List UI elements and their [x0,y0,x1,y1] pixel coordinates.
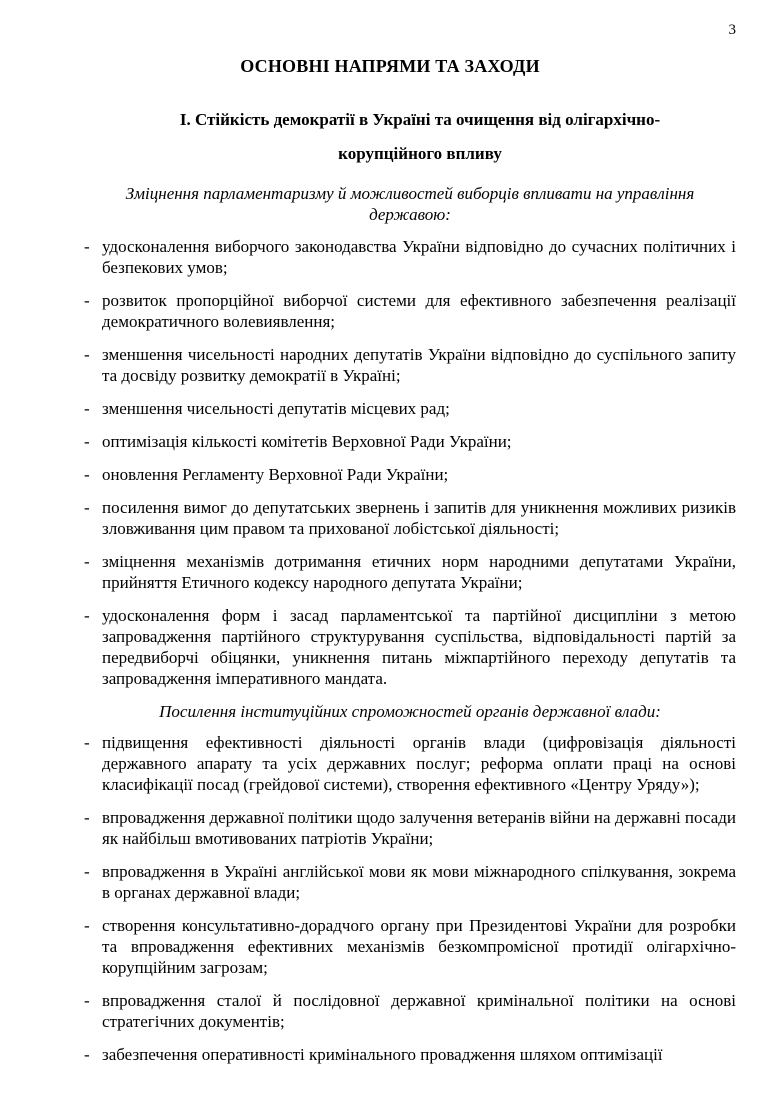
list-item-text: розвиток пропорційної виборчої системи для ефективного забезпечення реалізації демократичного волевиявлення; [102,291,736,331]
dash-bullet: - [84,991,90,1010]
dash-bullet: - [84,291,90,310]
list-item-text: зменшення чисельності депутатів місцевих рад; [102,399,450,418]
dash-bullet: - [84,552,90,571]
dash-bullet: - [84,1045,90,1064]
dash-bullet: - [84,399,90,418]
list-item [84,861,736,903]
list-item [84,1044,736,1065]
dash-bullet: - [84,606,90,625]
list-item [84,431,736,452]
list-item-text: забезпечення оперативності кримінального провадження шляхом оптимізації [102,1045,663,1064]
section-title-line-1: І. Стійкість демократії в Україні та очищення від олігархічно- [179,110,661,129]
list-item-text: підвищення ефективності діяльності органів влади (цифровізація діяльності державного апарату та усіх державних послуг; реформа оплати праці на основі класифікації посад (грейдової системи), створення ефективного «Центру Уряду»); [102,733,736,794]
dash-bullet: - [84,432,90,451]
list-item [84,464,736,485]
main-title: ОСНОВНІ НАПРЯМИ ТА ЗАХОДИ [240,56,540,76]
dash-bullet: - [84,465,90,484]
dash-bullet: - [84,862,90,881]
list-item-text: посилення вимог до депутатських звернень і запитів для уникнення можливих ризиків зловживання цим правом та прихованої лобістської діяльності; [102,498,736,538]
list-item [84,551,736,593]
dash-bullet: - [84,733,90,752]
dash-bullet: - [84,808,90,827]
list-item-text: впровадження державної політики щодо залучення ветеранів війни на державні посади як найбільш вмотивованих патріотів України; [102,808,736,848]
list-item-text: зменшення чисельності народних депутатів України відповідно до суспільного запиту та досвіду розвитку демократії в Україні; [102,345,736,385]
list-item-text: оновлення Регламенту Верховної Ради України; [102,465,449,484]
list-item [84,236,736,278]
list-item [84,732,736,795]
dash-bullet: - [84,498,90,517]
dash-bullet: - [84,237,90,256]
section-title-line-2: корупційного впливу [338,144,502,163]
dash-bullet: - [84,345,90,364]
page-number: 3 [728,22,736,38]
list-item [84,807,736,849]
list-item [84,915,736,978]
list-item-text: зміцнення механізмів дотримання етичних норм народними депутатами України, прийняття Етичного кодексу народного депутата України; [102,552,736,592]
list-item [84,605,736,689]
list-item-text: впровадження в Україні англійської мови як мови міжнародного спілкування, зокрема в органах державної влади; [102,862,736,902]
list-item-text: удосконалення форм і засад парламентської та партійної дисципліни з метою запровадження партійного структурування суспільства, відповідальності партій за передвиборчі обіцянки, уникнення питань міжпартійного переходу депутатів та запровадження імперативного мандата. [102,606,736,688]
section-title [60,103,780,171]
list-item [84,290,736,332]
subsection-heading-parliamentarism: Зміцнення парламентаризму й можливостей виборців впливати на управління державою: [125,184,695,224]
document-body [84,183,736,1077]
bullet-list-parliamentarism [84,236,736,689]
list-item [84,990,736,1032]
list-item-text: оптимізація кількості комітетів Верховної Ради України; [102,432,512,451]
list-item-text: удосконалення виборчого законодавства України відповідно до сучасних політичних і безпекових умов; [102,237,736,277]
list-item-text: впровадження сталої й послідовної державної кримінальної політики на основі стратегічних документів; [102,991,736,1031]
dash-bullet: - [84,916,90,935]
list-item-text: створення консультативно-дорадчого органу при Президентові України для розробки та впровадження ефективних механізмів безкомпромісної протидії олігархічно-корупційним загрозам; [102,916,736,977]
bullet-list-institutional-capacity [84,732,736,1065]
list-item [84,344,736,386]
list-item [84,497,736,539]
list-item [84,398,736,419]
subsection-heading-institutional-capacity: Посилення інституційних спроможностей органів державної влади: [159,702,661,721]
